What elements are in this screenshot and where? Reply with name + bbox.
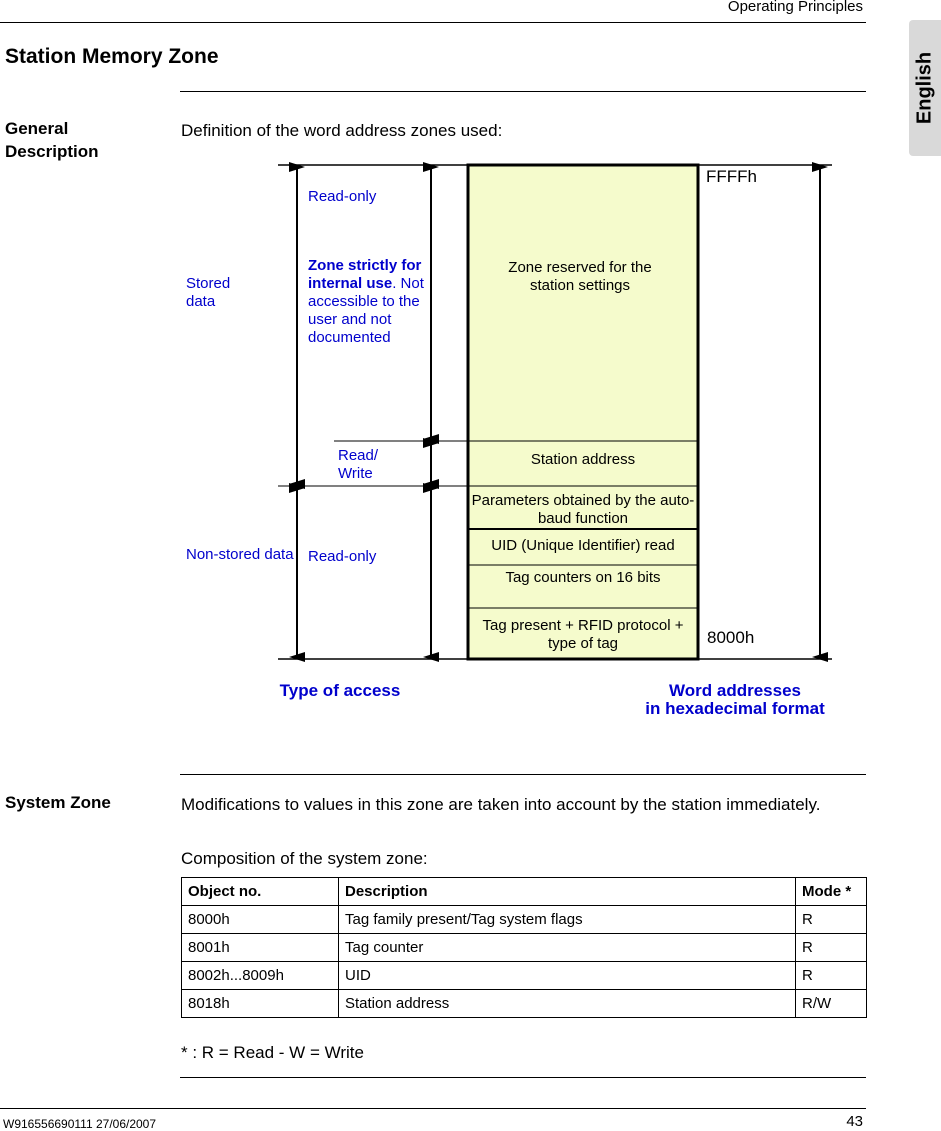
general-description-intro: Definition of the word address zones used: <box>181 121 503 140</box>
system-zone-heading: System Zone <box>5 793 111 812</box>
cell-description: Station address <box>339 990 796 1018</box>
word-addresses-caption <box>615 682 855 718</box>
zone-uid: UID (Unique Identifier) read <box>491 537 675 554</box>
page-number: 43 <box>846 1113 863 1130</box>
page-title: Station Memory Zone <box>5 45 219 68</box>
zone-tag-counters: Tag counters on 16 bits <box>505 569 661 586</box>
language-tab-label: English <box>913 51 936 125</box>
stored-data-label: Stored data <box>186 275 231 310</box>
cell-object-no: 8001h <box>182 934 339 962</box>
type-of-access-caption: Type of access <box>279 681 401 700</box>
non-stored-data-label: Non-stored data <box>186 546 294 563</box>
cell-object-no: 8002h...8009h <box>182 962 339 990</box>
system-zone-intro: Modifications to values in this zone are taken into account by the station immediately. <box>181 795 821 814</box>
header-object-no: Object no. <box>182 878 339 906</box>
zone-auto-baud: Parameters obtained by the auto-baud function <box>471 492 695 527</box>
word-addresses-line2: in hexadecimal format <box>645 699 825 718</box>
zone-tag-present: Tag present + RFID protocol + type of tag <box>482 617 684 652</box>
footer-rule <box>0 1108 866 1109</box>
read-only-top-label: Read-only <box>308 188 377 205</box>
word-addresses-line1: Word addresses <box>669 681 801 700</box>
read-write-label: Read/ Write <box>338 447 379 482</box>
table-row <box>182 906 867 934</box>
zone-station-address: Station address <box>530 451 636 468</box>
doc-reference: W916556690111 27/06/2007 <box>3 1117 157 1131</box>
cell-object-no: 8000h <box>182 906 339 934</box>
cell-mode: R <box>796 934 867 962</box>
table-row <box>182 990 867 1018</box>
cell-object-no: 8018h <box>182 990 339 1018</box>
internal-zone-note-rest: . Not accessible to the user and not documented <box>308 275 424 346</box>
address-bottom: 8000h <box>707 628 755 647</box>
internal-zone-note-bold: Zone strictly for internal use <box>308 257 422 292</box>
internal-zone-note <box>308 257 428 347</box>
system-zone-table <box>181 877 867 1018</box>
header-description: Description <box>339 878 796 906</box>
header-mode: Mode * <box>796 878 867 906</box>
chapter-title: Operating Principles <box>727 0 863 15</box>
cell-mode: R/W <box>796 990 867 1018</box>
zone-station-settings: Zone reserved for the station settings <box>508 259 652 294</box>
address-top: FFFFh <box>706 167 757 186</box>
cell-mode: R <box>796 962 867 990</box>
mode-footnote: * : R = Read - W = Write <box>181 1043 364 1062</box>
table-row <box>182 934 867 962</box>
system-zone-rule <box>180 774 866 775</box>
cell-description: Tag family present/Tag system flags <box>339 906 796 934</box>
table-header-row <box>182 878 867 906</box>
table-row <box>182 962 867 990</box>
system-zone-composition: Composition of the system zone: <box>181 849 428 868</box>
end-rule <box>180 1077 866 1078</box>
read-only-bottom-label: Read-only <box>308 548 377 565</box>
cell-description: Tag counter <box>339 934 796 962</box>
general-description-heading: General Description <box>5 119 99 161</box>
cell-description: UID <box>339 962 796 990</box>
cell-mode: R <box>796 906 867 934</box>
